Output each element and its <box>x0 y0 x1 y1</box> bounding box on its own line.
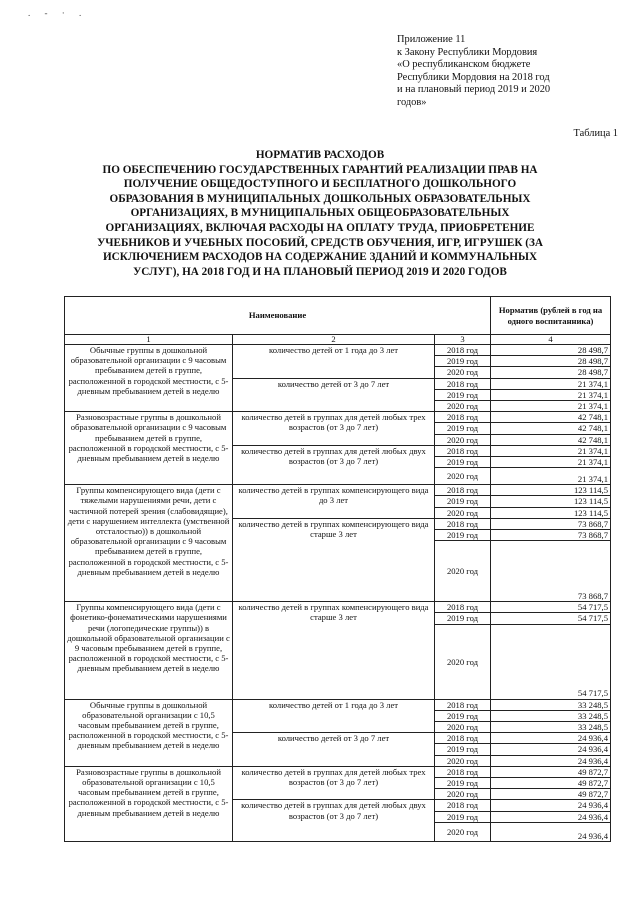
table-row <box>65 766 611 777</box>
norm-value: 33 248,5 <box>491 722 611 733</box>
appendix-line: к Закону Республики Мордовия <box>397 46 538 58</box>
table-body <box>65 345 611 842</box>
year-cell: 2018 год <box>435 766 491 777</box>
norm-value: 21 374,1 <box>491 378 611 389</box>
condition-cell: количество детей от 3 до 7 лет <box>233 733 435 767</box>
title-line: НОРМАТИВ РАСХОДОВ <box>255 149 385 161</box>
condition-cell: количество детей в группах для детей любых двух возрастов (от 3 до 7 лет) <box>233 445 435 484</box>
norm-value: 21 374,1 <box>491 389 611 400</box>
norm-value: 28 498,7 <box>491 356 611 367</box>
column-number: 4 <box>491 335 611 345</box>
norm-value: 21 374,1 <box>491 401 611 412</box>
condition-cell: количество детей в группах компенсирующего вида до 3 лет <box>233 485 435 519</box>
condition-cell: количество детей в группах компенсирующего вида старше 3 лет <box>233 518 435 601</box>
year-cell: 2019 год <box>435 423 491 434</box>
condition-cell: количество детей в группах компенсирующего вида старше 3 лет <box>233 602 435 699</box>
norm-value: 42 748,1 <box>491 423 611 434</box>
year-cell: 2020 год <box>435 541 491 602</box>
title-line: ОРГАНИЗАЦИЯХ, В МУНИЦИПАЛЬНЫХ ОБЩЕОБРАЗОВАТЕЛЬНЫХ <box>130 207 510 220</box>
norm-value: 24 936,4 <box>491 755 611 766</box>
title-line: ИСКЛЮЧЕНИЕМ РАСХОДОВ НА СОДЕРЖАНИЕ ЗДАНИЙ И КОММУНАЛЬНЫХ <box>102 251 538 264</box>
norm-value: 123 114,5 <box>491 507 611 518</box>
appendix-note <box>397 34 622 110</box>
group-name: Группы компенсирующего вида (дети с фонетико-фонематическими нарушениями речи (логопедические группы)) в дошкольной образовательной организации с 9 часовым пребыванием детей в группе, расположенной в городской местности, с 5-дневным пребыванием детей в неделю <box>65 602 233 699</box>
norm-value: 21 374,1 <box>491 445 611 456</box>
year-cell: 2020 год <box>435 507 491 518</box>
year-cell: 2019 год <box>435 530 491 541</box>
year-cell: 2019 год <box>435 457 491 468</box>
norm-value: 123 114,5 <box>491 485 611 496</box>
title-line: ОБРАЗОВАНИЯ В МУНИЦИПАЛЬНЫХ ДОШКОЛЬНЫХ ОБРАЗОВАТЕЛЬНЫХ <box>109 192 531 205</box>
norm-value: 42 748,1 <box>491 412 611 423</box>
year-cell: 2018 год <box>435 699 491 710</box>
norm-value: 28 498,7 <box>491 345 611 356</box>
norm-value: 24 936,4 <box>491 811 611 822</box>
norm-value: 21 374,1 <box>491 468 611 485</box>
year-cell: 2018 год <box>435 800 491 811</box>
title-line: УСЛУГ), НА 2018 ГОД И НА ПЛАНОВЫЙ ПЕРИОД 2019 И 2020 ГОДОВ <box>133 265 507 278</box>
year-cell: 2020 год <box>435 401 491 412</box>
appendix-line: Республики Мордовия на 2018 год <box>397 71 550 83</box>
norm-value: 54 717,5 <box>491 624 611 699</box>
year-cell: 2018 год <box>435 485 491 496</box>
norm-value: 54 717,5 <box>491 613 611 624</box>
title-line: ПО ОБЕСПЕЧЕНИЮ ГОСУДАРСТВЕННЫХ ГАРАНТИЙ РЕАЛИЗАЦИИ ПРАВ НА <box>102 163 538 176</box>
group-name: Обычные группы в дошкольной образовательной организации с 9 часовым пребыванием детей в группе, расположенной в городской местности, с 5-дневным пребыванием детей в неделю <box>65 345 233 412</box>
table-label: Таблица 1 <box>573 128 618 139</box>
year-cell: 2019 год <box>435 496 491 507</box>
condition-cell: количество детей в группах для детей любых трех возрастов (от 3 до 7 лет) <box>233 412 435 446</box>
table-row <box>65 485 611 496</box>
appendix-line: и на плановый период 2019 и 2020 <box>397 84 551 96</box>
year-cell: 2018 год <box>435 445 491 456</box>
year-cell: 2020 год <box>435 822 491 841</box>
table-row <box>65 699 611 710</box>
appendix-line: «О республиканском бюджете <box>397 59 531 71</box>
year-cell: 2018 год <box>435 378 491 389</box>
year-cell: 2018 год <box>435 518 491 529</box>
norm-value: 73 868,7 <box>491 518 611 529</box>
group-name: Группы компенсирующего вида (дети с тяжелыми нарушениями речи, дети с частичной потерей зрения (слабовидящие), дети с нарушением интеллекта (умственной отсталостью)) в дошкольной образовательной организации с 9 часовым пребыванием детей в группе, расположенной в городской местности, с 5-дневным пребыванием детей в неделю <box>65 485 233 602</box>
norm-value: 73 868,7 <box>491 530 611 541</box>
year-cell: 2020 год <box>435 789 491 800</box>
group-name: Разновозрастные группы в дошкольной образовательной организации с 9 часовым пребыванием детей в группе, расположенной в городской местности, с 5-дневным пребыванием детей в неделю <box>65 412 233 485</box>
year-cell: 2019 год <box>435 778 491 789</box>
norm-value: 49 872,7 <box>491 789 611 800</box>
norm-value: 54 717,5 <box>491 602 611 613</box>
column-header-norm: Норматив (рублей в год на одного воспитанника) <box>491 297 611 335</box>
document-title <box>40 148 600 279</box>
year-cell: 2019 год <box>435 389 491 400</box>
header-marks: . - · . <box>28 8 88 18</box>
norm-value: 24 936,4 <box>491 733 611 744</box>
norm-value: 42 748,1 <box>491 434 611 445</box>
year-cell: 2020 год <box>435 434 491 445</box>
title-line: ПОЛУЧЕНИЕ ОБЩЕДОСТУПНОГО И БЕСПЛАТНОГО ДОШКОЛЬНОГО <box>123 178 517 191</box>
group-name: Обычные группы в дошкольной образовательной организации с 10,5 часовым пребыванием детей в группе, расположенной в городской местности, с 5-дневным пребыванием детей в неделю <box>65 699 233 766</box>
table-row <box>65 412 611 423</box>
column-number: 3 <box>435 335 491 345</box>
norm-value: 21 374,1 <box>491 457 611 468</box>
norm-value: 49 872,7 <box>491 766 611 777</box>
column-header-name: Наименование <box>65 297 491 335</box>
norm-value: 33 248,5 <box>491 699 611 710</box>
appendix-line: годов» <box>397 96 427 108</box>
condition-cell: количество детей от 1 года до 3 лет <box>233 345 435 379</box>
norm-value: 73 868,7 <box>491 541 611 602</box>
norm-value: 24 936,4 <box>491 744 611 755</box>
year-cell: 2019 год <box>435 613 491 624</box>
norm-value: 24 936,4 <box>491 800 611 811</box>
year-cell: 2020 год <box>435 755 491 766</box>
year-cell: 2020 год <box>435 367 491 378</box>
year-cell: 2019 год <box>435 710 491 721</box>
condition-cell: количество детей от 1 года до 3 лет <box>233 699 435 733</box>
norm-value: 33 248,5 <box>491 710 611 721</box>
year-cell: 2019 год <box>435 811 491 822</box>
year-cell: 2019 год <box>435 744 491 755</box>
table-row <box>65 345 611 356</box>
norms-table <box>64 296 611 842</box>
year-cell: 2018 год <box>435 733 491 744</box>
norm-value: 28 498,7 <box>491 367 611 378</box>
appendix-line: Приложение 11 <box>397 34 466 45</box>
year-cell: 2018 год <box>435 412 491 423</box>
norm-value: 49 872,7 <box>491 778 611 789</box>
column-numbers-row <box>65 335 611 345</box>
norm-value: 24 936,4 <box>491 822 611 841</box>
year-cell: 2018 год <box>435 345 491 356</box>
year-cell: 2020 год <box>435 468 491 485</box>
condition-cell: количество детей в группах для детей любых трех возрастов (от 3 до 7 лет) <box>233 766 435 800</box>
condition-cell: количество детей в группах для детей любых двух возрастов (от 3 до 7 лет) <box>233 800 435 841</box>
table-row <box>65 602 611 613</box>
title-line: ОРГАНИЗАЦИЯХ, ВКЛЮЧАЯ РАСХОДЫ НА ОПЛАТУ ТРУДА, ПРИОБРЕТЕНИЕ <box>105 221 535 234</box>
title-line: УЧЕБНИКОВ И УЧЕБНЫХ ПОСОБИЙ, СРЕДСТВ ОБУЧЕНИЯ, ИГР, ИГРУШЕК (ЗА <box>97 236 543 249</box>
year-cell: 2018 год <box>435 602 491 613</box>
year-cell: 2019 год <box>435 356 491 367</box>
column-number: 2 <box>233 335 435 345</box>
column-number: 1 <box>65 335 233 345</box>
norm-value: 123 114,5 <box>491 496 611 507</box>
group-name: Разновозрастные группы в дошкольной образовательной организации с 10,5 часовым пребыванием детей в группе, расположенной в городской местности, с 5-дневным пребыванием детей в неделю <box>65 766 233 841</box>
condition-cell: количество детей от 3 до 7 лет <box>233 378 435 412</box>
year-cell: 2020 год <box>435 624 491 699</box>
year-cell: 2020 год <box>435 722 491 733</box>
table-header-row <box>65 297 611 335</box>
